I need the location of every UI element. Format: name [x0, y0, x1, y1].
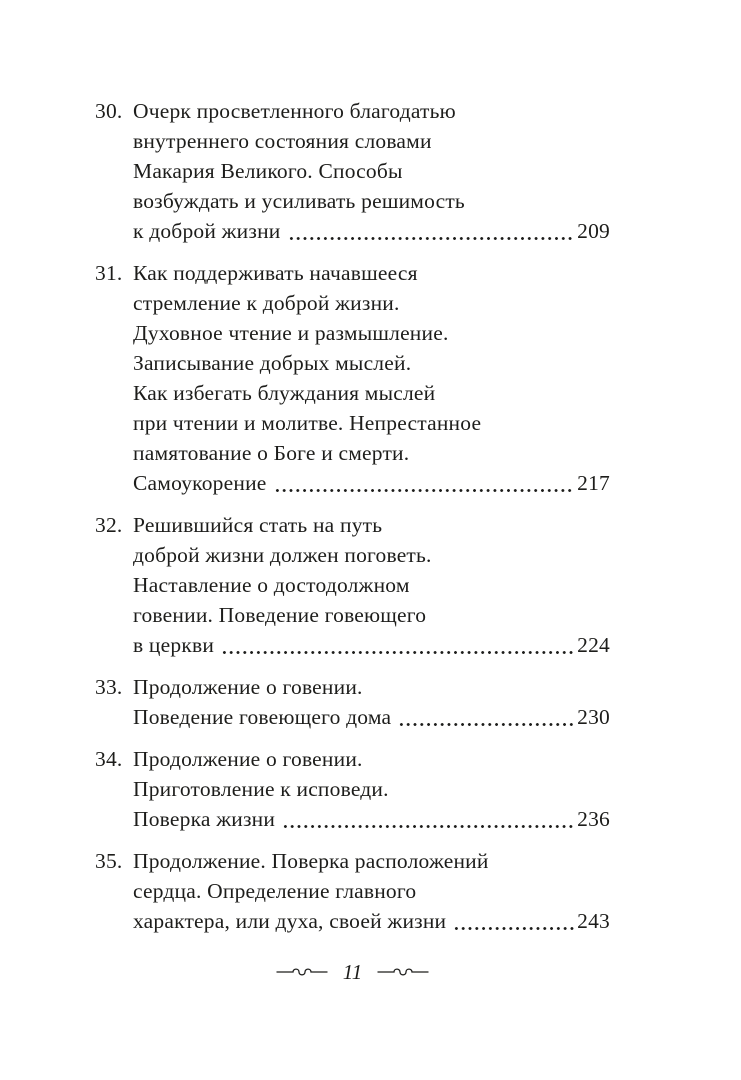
entry-line: сердца. Определение главного [133, 879, 417, 903]
entry-last-text: в церкви [133, 633, 215, 657]
page-footer [95, 960, 610, 984]
entry-last-line [133, 702, 610, 732]
entry-line: стремление к доброй жизни. [133, 291, 400, 315]
entry-last-text: характера, или духа, своей жизни [133, 909, 447, 933]
entry-line: Как поддерживать начавшееся [133, 261, 418, 285]
entry-number: 31. [95, 261, 123, 285]
entry-line: при чтении и молитве. Непрестанное [133, 411, 482, 435]
entry-last-line [133, 468, 610, 498]
entry-line: Духовное чтение и размышление. [133, 321, 449, 345]
toc-entry [95, 744, 610, 834]
entry-line: внутреннего состояния словами [133, 129, 432, 153]
entry-line: Продолжение о говении. [133, 747, 363, 771]
entry-last-line [133, 216, 610, 246]
dot-leader [398, 723, 574, 726]
entry-number: 32. [95, 513, 123, 537]
flourish-left-icon [276, 966, 328, 978]
entry-page-number: 230 [577, 705, 610, 729]
entry-line: говении. Поведение говеющего [133, 603, 427, 627]
entry-page-number: 236 [577, 807, 610, 831]
toc-entry [95, 96, 610, 246]
entry-page-number: 243 [577, 909, 610, 933]
entry-line: Продолжение о говении. [133, 675, 363, 699]
toc-entry [95, 672, 610, 732]
toc-entry [95, 846, 610, 936]
entry-line: доброй жизни должен поговеть. [133, 543, 432, 567]
entry-number: 33. [95, 675, 123, 699]
entry-line: Продолжение. Поверка расположений [133, 849, 489, 873]
entry-line: памятование о Боге и смерти. [133, 441, 410, 465]
entry-page-number: 209 [577, 219, 610, 243]
entry-number: 30. [95, 99, 123, 123]
toc-entry [95, 510, 610, 660]
entry-last-line [133, 804, 610, 834]
entry-last-text: Поведение говеющего дома [133, 705, 392, 729]
toc-entries [95, 96, 610, 936]
entry-last-text: Поверка жизни [133, 807, 276, 831]
entry-line: Макария Великого. Способы [133, 159, 403, 183]
entry-last-text: Самоукорение [133, 471, 267, 495]
dot-leader [282, 825, 574, 828]
dot-leader [453, 927, 574, 930]
entry-line: Записывание добрых мыслей. [133, 351, 412, 375]
entry-line: Приготовление к исповеди. [133, 777, 389, 801]
flourish-right-icon [377, 966, 429, 978]
entry-last-text: к доброй жизни [133, 219, 281, 243]
entry-number: 34. [95, 747, 123, 771]
entry-number: 35. [95, 849, 123, 873]
entry-page-number: 217 [577, 471, 610, 495]
toc-entry [95, 258, 610, 498]
entry-line: Как избегать блуждания мыслей [133, 381, 436, 405]
entry-last-line [133, 630, 610, 660]
entry-page-number: 224 [577, 633, 610, 657]
entry-line: Наставление о достодолжном [133, 573, 410, 597]
entry-line: Решившийся стать на путь [133, 513, 383, 537]
dot-leader [221, 651, 574, 654]
dot-leader [288, 237, 575, 240]
entry-line: возбуждать и усиливать решимость [133, 189, 465, 213]
entry-line: Очерк просветленного благодатью [133, 99, 456, 123]
dot-leader [274, 489, 575, 492]
footer-page-number: 11 [342, 960, 363, 984]
entry-last-line [133, 906, 610, 936]
